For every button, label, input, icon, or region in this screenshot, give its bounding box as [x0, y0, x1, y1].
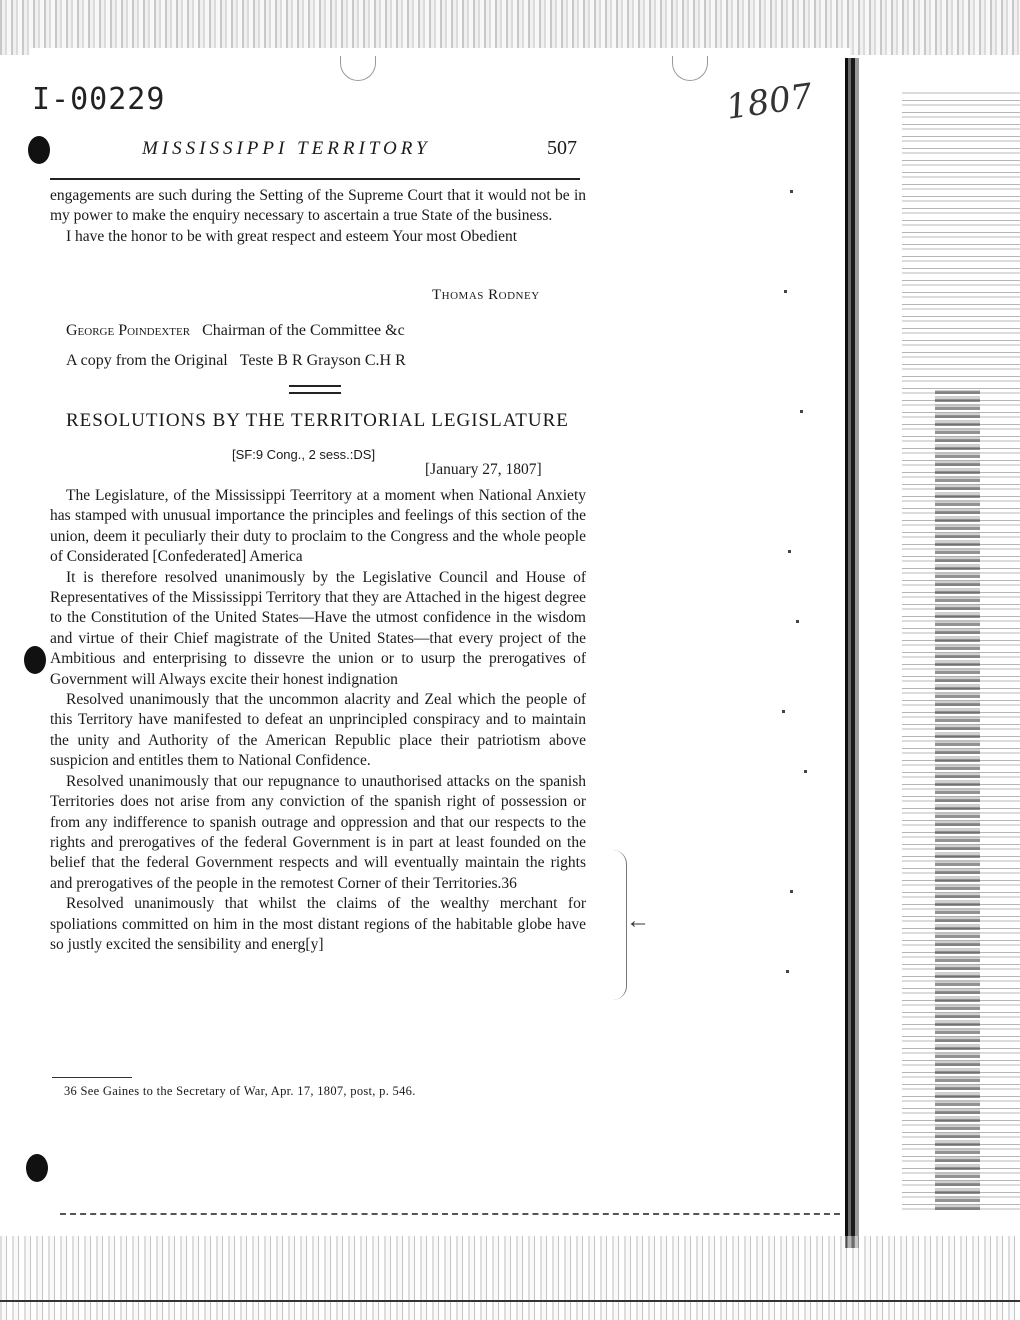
fold-line	[60, 1213, 840, 1215]
bottom-edge-line	[0, 1300, 1020, 1302]
page-top-edge	[30, 48, 850, 66]
margin-specks	[760, 150, 820, 1050]
addressee-line	[66, 322, 405, 340]
addressee-title: Chairman of the Committee &c	[202, 322, 405, 339]
signatory: Thomas Rodney	[432, 287, 540, 303]
archive-id-stamp: I-00229	[32, 82, 166, 117]
section-divider	[289, 385, 341, 387]
page-right-edge	[845, 58, 859, 1248]
teste-line: Teste B R Grayson C.H R	[239, 352, 406, 369]
addressee-name: George Poindexter	[66, 322, 191, 339]
letter-paragraph: I have the honor to be with great respect and esteem Your most Obedient	[66, 227, 518, 245]
copy-note: A copy from the Original	[66, 352, 228, 369]
binder-hole-mark	[340, 56, 376, 81]
source-citation: [SF:9 Cong., 2 sess.:DS]	[232, 447, 376, 462]
section-title: RESOLUTIONS BY THE TERRITORIAL LEGISLATURE	[66, 410, 569, 431]
resolution-paragraph: It is therefore resolved unanimously by the Legislative Council and House of Representatives of the Mississippi Territory that they are Attached in the higest degree to the Constitution of the United States—Have the utmost confidence in the wisdom and virtue of their Chief magistrate of the United States—that every project of the Ambitious and enterprising to dissevre the union or to usurp the prerogatives of Government will Always excite their honest indignation	[50, 568, 586, 688]
header-rule	[50, 178, 580, 180]
document-date: [January 27, 1807]	[425, 461, 542, 478]
resolution-paragraph: Resolved unanimously that our repugnance to unauthorised attacks on the spanish Territories does not arise from any conviction of the spanish right of possession or from any indifference to spanish outrage and oppression and that our respects to the rights and prerogatives of the federal Government is in part at least founded on the belief that the federal Government respects and will eventually maintain the rights and prerogatives of the people in the remotest Corner of their Territories.36	[50, 772, 586, 892]
binder-hole-mark	[672, 56, 708, 81]
punch-hole	[28, 136, 50, 164]
margin-arrow-icon: ←	[626, 908, 650, 934]
copy-line	[66, 352, 406, 370]
running-header-title: MISSISSIPPI TERRITORY	[142, 138, 431, 159]
punch-hole	[26, 1154, 48, 1182]
page-number: 507	[547, 137, 577, 159]
resolution-paragraph: The Legislature, of the Mississippi Teerritory at a moment when National Anxiety has stamped with unusual importance the principles and feelings of this section of the union, deem it peculiarly their duty to proclaim to the Congress and the whole people of Considerated [Confederated] America	[50, 487, 586, 566]
margin-bracket	[612, 850, 627, 1000]
resolution-paragraph: Resolved unanimously that the uncommon alacrity and Zeal which the people of this Territory have manifested to defeat an unprincipled conspiracy and to maintain the unity and Authority of the American Republic place their patriotism above suspicion and entitles them to National Confidence.	[50, 691, 586, 770]
scan-border-bottom	[0, 1236, 1020, 1320]
scan-border-top	[0, 0, 1020, 55]
punch-hole	[24, 646, 46, 674]
letter-body	[50, 186, 586, 247]
resolution-paragraph: Resolved unanimously that whilst the claims of the wealthy merchant for spoliations committed on him in the most distant regions of the habitable globe have so justly excited the sensibility and energ[y]	[50, 895, 586, 953]
letter-paragraph: engagements are such during the Setting of the Supreme Court that it would not be in my power to make the enquiry necessary to ascertain a true State of the business.	[50, 187, 586, 225]
footnote-rule	[52, 1077, 132, 1078]
footnote: 36 See Gaines to the Secretary of War, Apr. 17, 1807, post, p. 546.	[64, 1084, 416, 1098]
resolutions-body	[50, 486, 586, 955]
scan-noise-right-dark	[935, 390, 980, 1210]
section-divider	[289, 392, 341, 394]
handwritten-year: 1807	[723, 76, 815, 128]
